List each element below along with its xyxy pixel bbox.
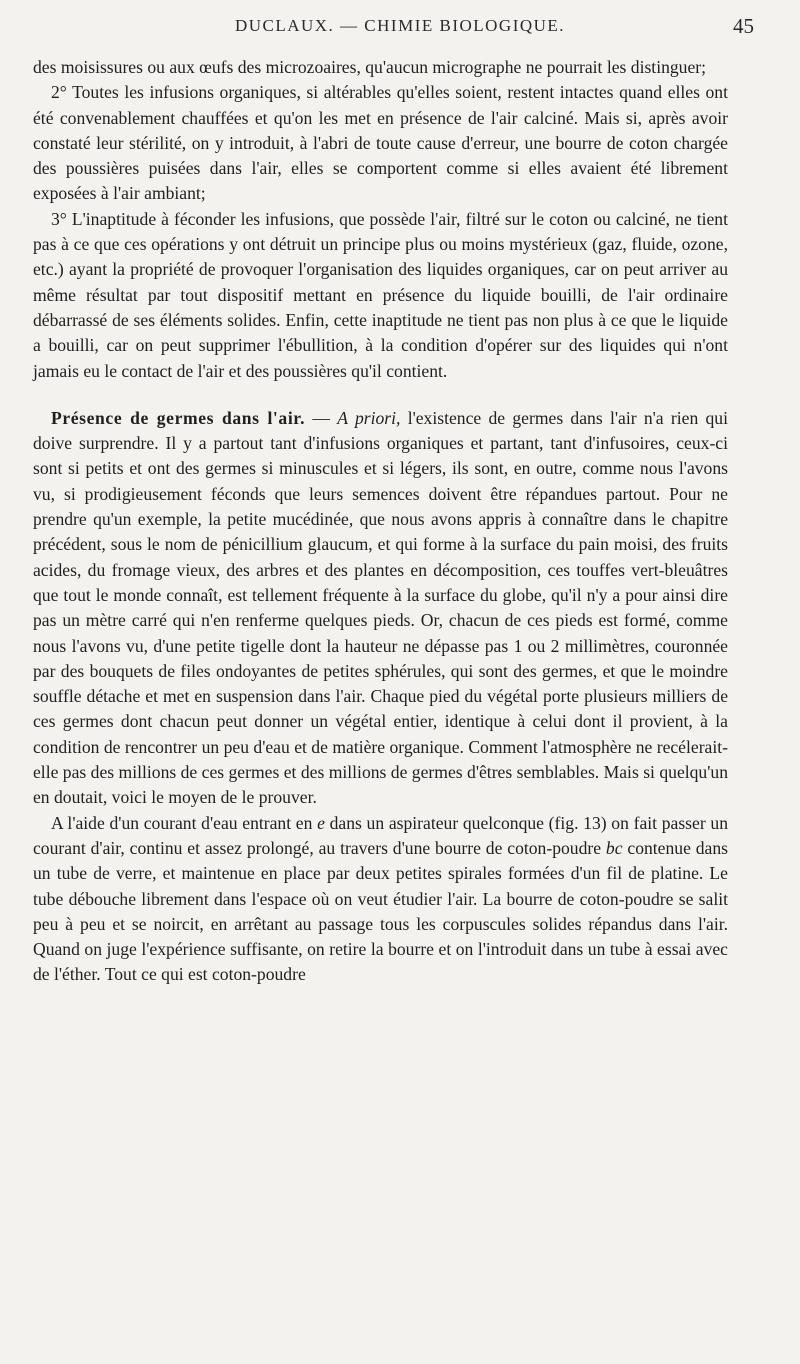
italic-phrase: A priori, (337, 407, 401, 428)
paragraph-text: contenue dans un tube de verre, et maintenue en place par deux petites spirales formées d'un fil de platine. Le tube débouche librement dans l'espace où on veut étudier l'air. La bourre de coton-poudre se salit peu à peu et se noircit, en arrêtant au passage tous les corpuscules solides répandus dans l'air. Quand on juge l'expérience suffisante, on retire la bourre et on l'introduit dans un tube à essai avec de l'éther. Tout ce qui est coton-poudre (33, 837, 728, 985)
body-text (33, 55, 728, 988)
paragraph-text: 3° L'inaptitude à féconder les infusions, que possède l'air, filtré sur le coton ou calciné, ne tient pas à ce que ces opérations y ont détruit un principe plus ou moins mystérieux (gaz, fluide, ozone, etc.) ayant la propriété de provoquer l'organisation des liquides organiques, car on peut arriver au même résultat par tout dispositif mettant en présence du liquide bouilli, de l'air ordinaire débarrassé de ses éléments solides. Enfin, cette inaptitude ne tient pas non plus à ce que le liquide a bouilli, car on peut supprimer l'ébullition, à la condition d'opérer sur des liquides qui n'ont jamais eu le contact de l'air et des poussières qu'il contient. (33, 208, 728, 381)
running-head (0, 14, 800, 44)
section-paragraph (33, 406, 728, 811)
paragraph-text: A l'aide d'un courant d'eau entrant en (51, 812, 318, 833)
paragraph-text: dans un aspirateur quelconque (fig. 13) on fait passer un courant d'air, continu et assez prolongé, au travers d'une bourre de coton-poudre (33, 812, 728, 858)
paragraph (33, 80, 728, 206)
section-heading: Présence de germes dans l'air. (51, 407, 306, 428)
paragraph (33, 207, 728, 384)
paragraph-text: des moisissures ou aux œufs des microzoaires, qu'aucun micrographe ne pourrait les distinguer; (33, 57, 707, 77)
paragraph-text: 2° Toutes les infusions organiques, si altérables qu'elles soient, restent intactes quand elles ont été convenablement chauffées et qu'on les met en présence de l'air calciné. Mais si, après avoir constaté leur stérilité, on y introduit, à l'abri de toute cause d'erreur, une bourre de coton chargée des poussières puisées dans l'air, elles se comportent comme si elles avaient été librement exposées à l'air ambiant; (33, 82, 728, 204)
figure-label: bc (605, 837, 623, 858)
heading-dash: — (305, 407, 338, 428)
figure-label: e (317, 812, 325, 833)
page-number: 45 (733, 14, 754, 38)
running-title: DUCLAUX. — CHIMIE BIOLOGIQUE. (234, 16, 566, 35)
paragraph (33, 811, 728, 988)
paragraph-text: l'existence de germes dans l'air n'a rien qui doive surprendre. Il y a partout tant d'infusions organiques et partant, tant d'infusoires, ceux-ci sont si petits et ont des germes si minuscules et si légers, ils sont, en outre, comme nous l'avons vu, si prodigieusement féconds que leurs semences doivent être répandues partout. Pour ne prendre qu'un exemple, la petite mucédinée, que nous avons appris à connaître dans le chapitre précédent, sous le nom de pénicillium glaucum, et qui forme à la surface du pain moisi, des fruits acides, du fromage vieux, des arbres et des plantes en décomposition, ces touffes vert-bleuâtres que tout le monde connaît, est tellement fréquente à la surface du globe, qu'il n'y a pour ainsi dire pas un mètre carré qui n'en renferme quelques pieds. Or, chacun de ces pieds est formé, comme nous l'avons vu, d'une petite tigelle dont la hauteur ne dépasse pas 1 ou 2 millimètres, couronnée par des bouquets de files ondoyantes de petites sphérules, qui sont des germes, et que le moindre souffle détache et met en suspension dans l'air. Chaque pied du végétal porte plusieurs milliers de ces germes dont chacun peut donner un végétal entier, identique à celui dont il provient, à la condition de rencontrer un peu d'eau et de matière organique. Comment l'atmosphère ne recélerait-elle pas des millions de ces germes et des millions de germes d'êtres semblables. Mais si quelqu'un en doutait, voici le moyen de le prouver. (33, 407, 728, 808)
paragraph (33, 55, 728, 80)
